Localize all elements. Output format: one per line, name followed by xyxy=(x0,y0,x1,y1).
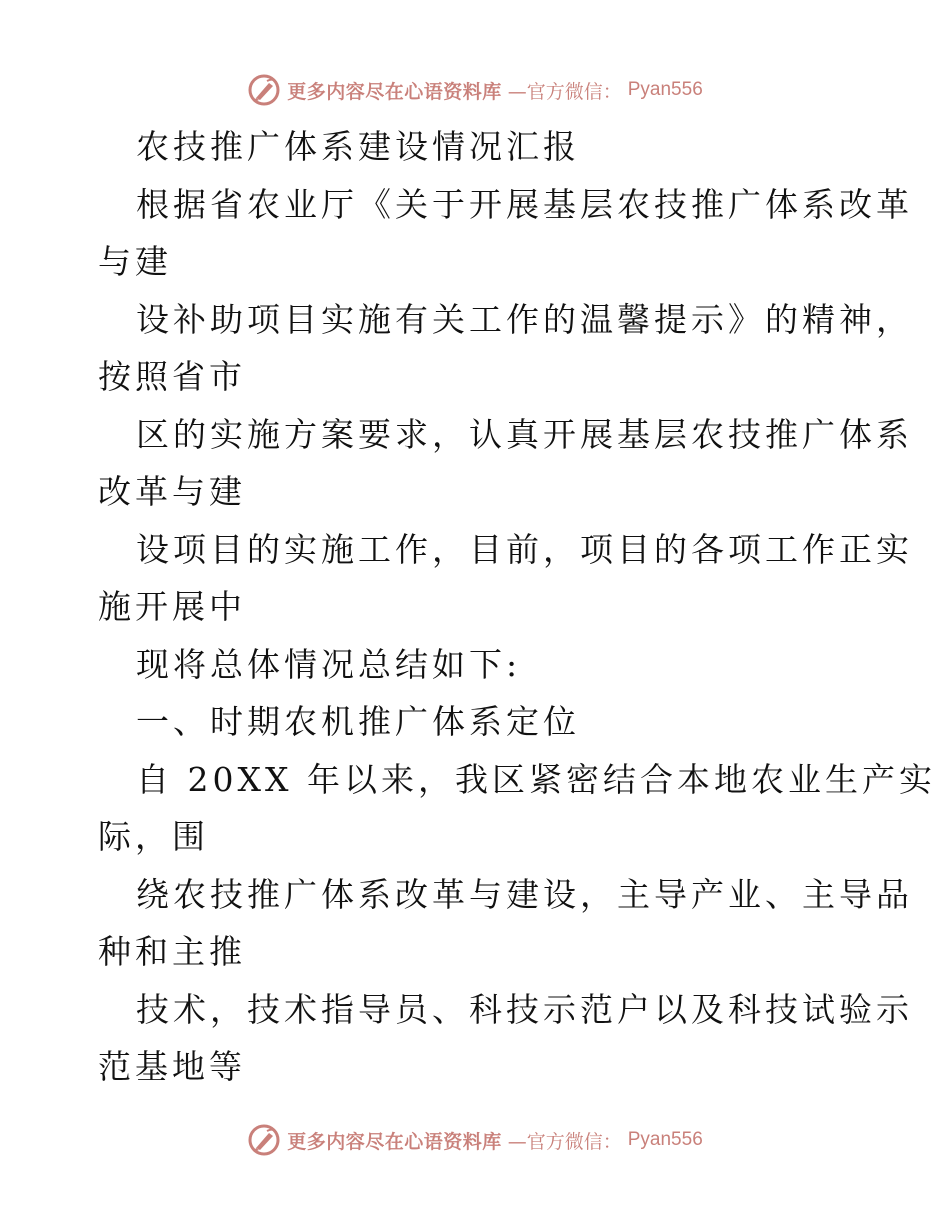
paragraph-line: 自 20XX 年以来，我区紧密结合本地农业生产实 xyxy=(136,759,936,799)
paragraph-line: 设补助项目实施有关工作的温馨提示》的精神， xyxy=(136,299,913,339)
document-body xyxy=(98,118,936,1096)
paragraph-line: 与建 xyxy=(98,242,172,281)
paragraph-line: 施开展中 xyxy=(98,587,246,626)
paragraph-line: 设项目的实施工作，目前，项目的各项工作正实 xyxy=(136,529,913,569)
paragraph-line: 种和主推 xyxy=(98,932,246,971)
paragraph-line: 现将总体情况总结如下: xyxy=(136,644,522,684)
paragraph-line: 范基地等 xyxy=(98,1047,246,1086)
footer-banner-separator: —官方微信： xyxy=(507,1130,622,1153)
header-watermark-banner xyxy=(0,70,950,110)
header-wechat-id: Pyan556 xyxy=(627,79,703,100)
document-title: 农技推广体系建设情况汇报 xyxy=(136,127,580,166)
header-banner-separator: —官方微信： xyxy=(507,80,622,103)
header-banner-text: 更多内容尽在心语资料库 xyxy=(287,80,502,103)
footer-wechat-id: Pyan556 xyxy=(627,1129,703,1150)
footer-banner-text: 更多内容尽在心语资料库 xyxy=(287,1130,502,1153)
paragraph-line: 绕农技推广体系改革与建设，主导产业、主导品 xyxy=(136,874,913,914)
paragraph-line: 区的实施方案要求，认真开展基层农技推广体系 xyxy=(136,414,913,454)
footer-watermark-banner xyxy=(0,1120,950,1160)
paragraph-line: 技术，技术指导员、科技示范户以及科技试验示 xyxy=(136,989,913,1029)
pen-logo-icon xyxy=(247,1123,281,1157)
paragraph-line: 按照省市 xyxy=(98,357,246,396)
paragraph-line: 际，围 xyxy=(98,817,209,856)
section-heading: 一、时期农机推广体系定位 xyxy=(136,702,580,741)
paragraph-line: 根据省农业厅《关于开展基层农技推广体系改革 xyxy=(136,184,913,224)
paragraph-line: 改革与建 xyxy=(98,472,246,511)
pen-logo-icon xyxy=(247,73,281,107)
